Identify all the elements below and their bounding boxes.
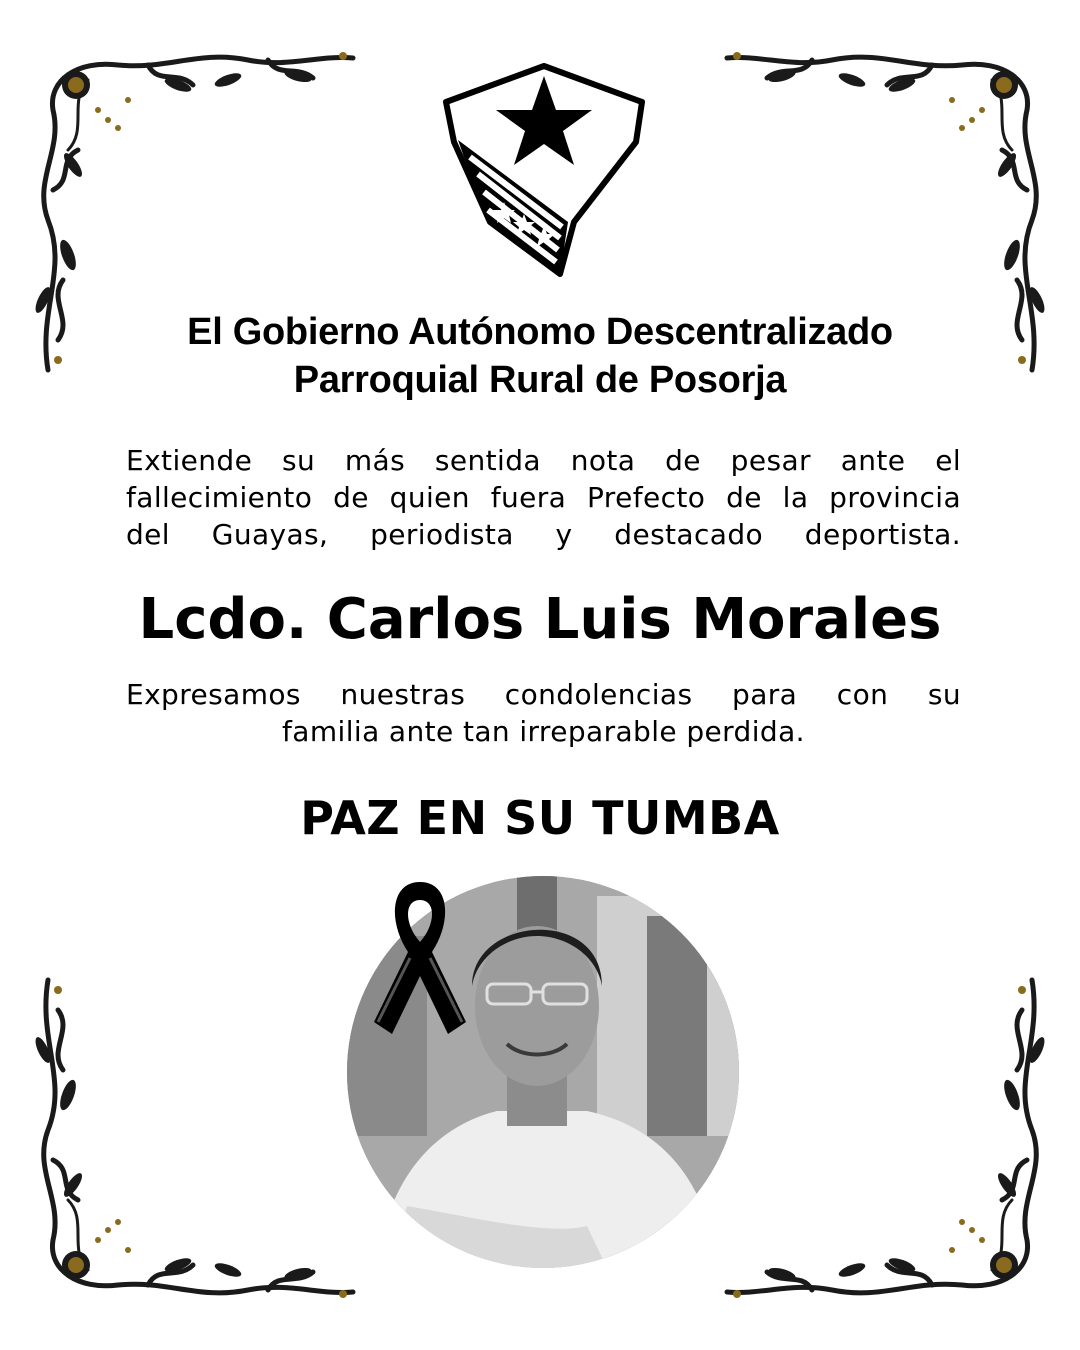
condolence-message [126,442,961,553]
crest-logo [440,62,648,284]
sympathy-message-line-2: familia ante tan irreparable perdida. [282,715,805,748]
sympathy-message [126,676,961,750]
closing-phrase: PAZ EN SU TUMBA [300,791,780,845]
floral-corner-bottom-left [28,970,358,1310]
condolence-message-line-1: Extiende su más sentida nota de pesar ante el [126,444,961,477]
floral-corner-bottom-right [722,970,1052,1310]
crest-logo-icon [440,62,648,284]
condolence-message-line-2: fallecimiento de quien fuera Prefecto de la provincia [126,481,961,514]
organization-line-2: Parroquial Rural de Posorja [293,359,787,401]
condolence-message-line-3: del Guayas, periodista y destacado deportista. [126,518,961,551]
organization-line-1: El Gobierno Autónomo Descentralizado [187,311,893,353]
floral-corner-ornament-icon [28,970,358,1310]
organization-heading [100,308,980,404]
floral-corner-ornament-icon [722,970,1052,1310]
deceased-name: Lcdo. Carlos Luis Morales [138,587,942,652]
sympathy-message-line-1: Expresamos nuestras condolencias para con su [126,678,961,711]
mourning-ribbon-icon [370,872,470,1054]
